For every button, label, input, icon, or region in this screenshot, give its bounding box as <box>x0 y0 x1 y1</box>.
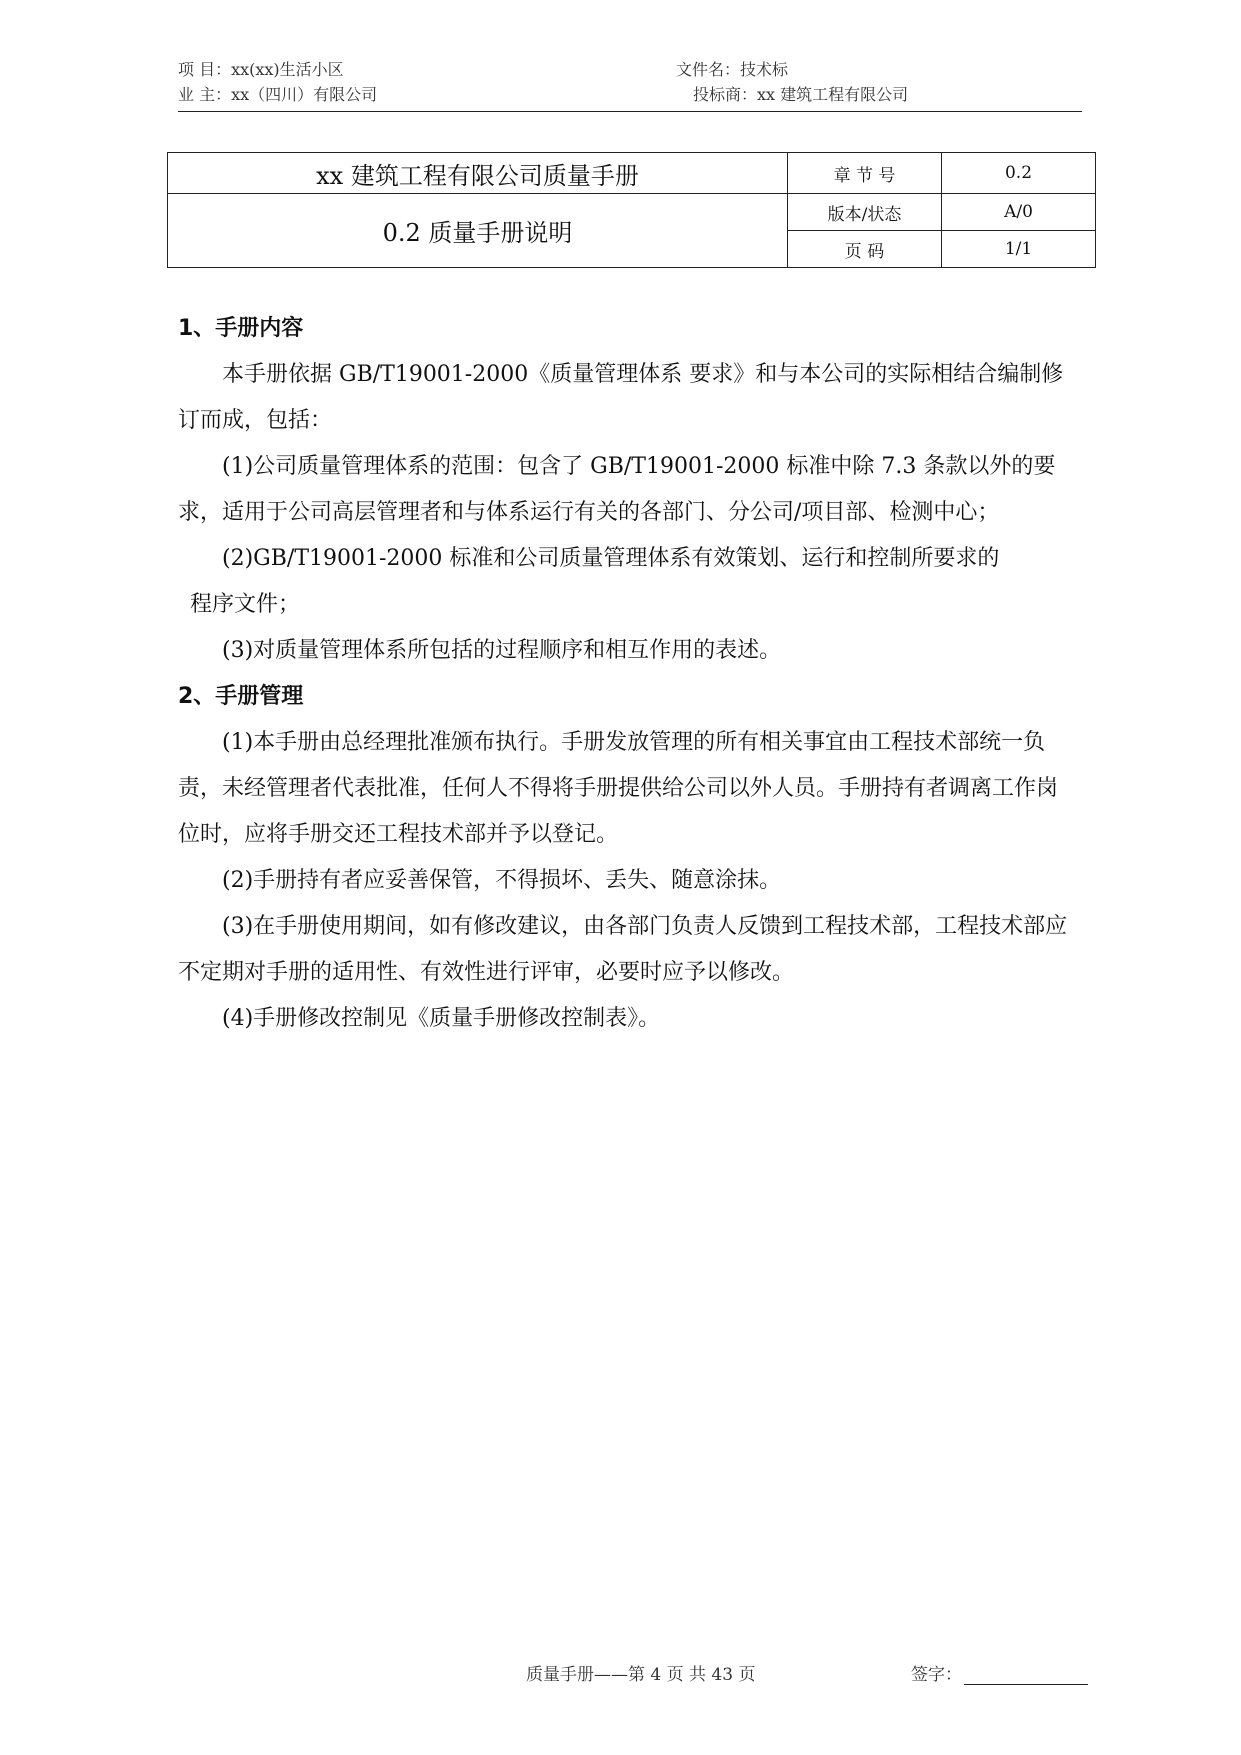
footer-signature <box>911 1660 1088 1685</box>
paragraph: (4)手册修改控制见《质量手册修改控制表》。 <box>222 1006 661 1031</box>
version-status-label: 版本/状态 <box>788 194 942 231</box>
manual-title: xx 建筑工程有限公司质量手册 <box>168 153 788 194</box>
footer-page-info: 质量手册——第 4 页 共 43 页 <box>526 1665 756 1685</box>
section-number-value: 0.2 <box>942 153 1096 194</box>
paragraph: (2)GB/T19001-2000 标准和公司质量管理体系有效策划、运行和控制所要求的 <box>222 546 1000 571</box>
document-info-table <box>167 152 1096 268</box>
paragraph: (3)对质量管理体系所包括的过程顺序和相互作用的表述。 <box>222 638 782 663</box>
paragraph: 本手册依据 GB/T19001-2000《质量管理体系 要求》和与本公司的实际相结合编制修订而成，包括： <box>178 362 1064 433</box>
page-number-label: 页 码 <box>788 231 942 268</box>
header-owner: 业 主：xx（四川）有限公司 <box>178 85 378 104</box>
header-bidder: 投标商：xx 建筑工程有限公司 <box>693 85 909 104</box>
section-number-label: 章 节 号 <box>788 153 942 194</box>
header-divider <box>178 111 1082 112</box>
version-status-value: A/0 <box>942 194 1096 231</box>
paragraph: (3)在手册使用期间，如有修改建议，由各部门负责人反馈到工程技术部，工程技术部应不定期对手册的适用性、有效性进行评审，必要时应予以修改。 <box>178 914 1068 985</box>
document-body <box>178 306 1078 1042</box>
page-number-value: 1/1 <box>942 231 1096 268</box>
header-project: 项 目：xx(xx)生活小区 <box>178 60 344 79</box>
paragraph: (1)公司质量管理体系的范围：包含了 GB/T19001-2000 标准中除 7.3 条款以外的要求，适用于公司高层管理者和与体系运行有关的各部门、分公司/项目部、检测中心； <box>178 454 1056 525</box>
section-heading: 2、手册管理 <box>178 684 304 709</box>
header-filename: 文件名：技术标 <box>676 60 789 79</box>
paragraph: 程序文件； <box>190 592 301 617</box>
signature-label: 签字： <box>911 1665 962 1685</box>
paragraph: (1)本手册由总经理批准颁布执行。手册发放管理的所有相关事宜由工程技术部统一负责，未经管理者代表批准，任何人不得将手册提供给公司以外人员。手册持有者调离工作岗位时，应将手册交还工程技术部并予以登记。 <box>178 730 1059 847</box>
section-heading: 1、手册内容 <box>178 316 304 341</box>
paragraph: (2)手册持有者应妥善保管，不得损坏、丢失、随意涂抹。 <box>222 868 782 893</box>
section-title: 0.2 质量手册说明 <box>168 194 788 268</box>
signature-line <box>964 1666 1088 1685</box>
